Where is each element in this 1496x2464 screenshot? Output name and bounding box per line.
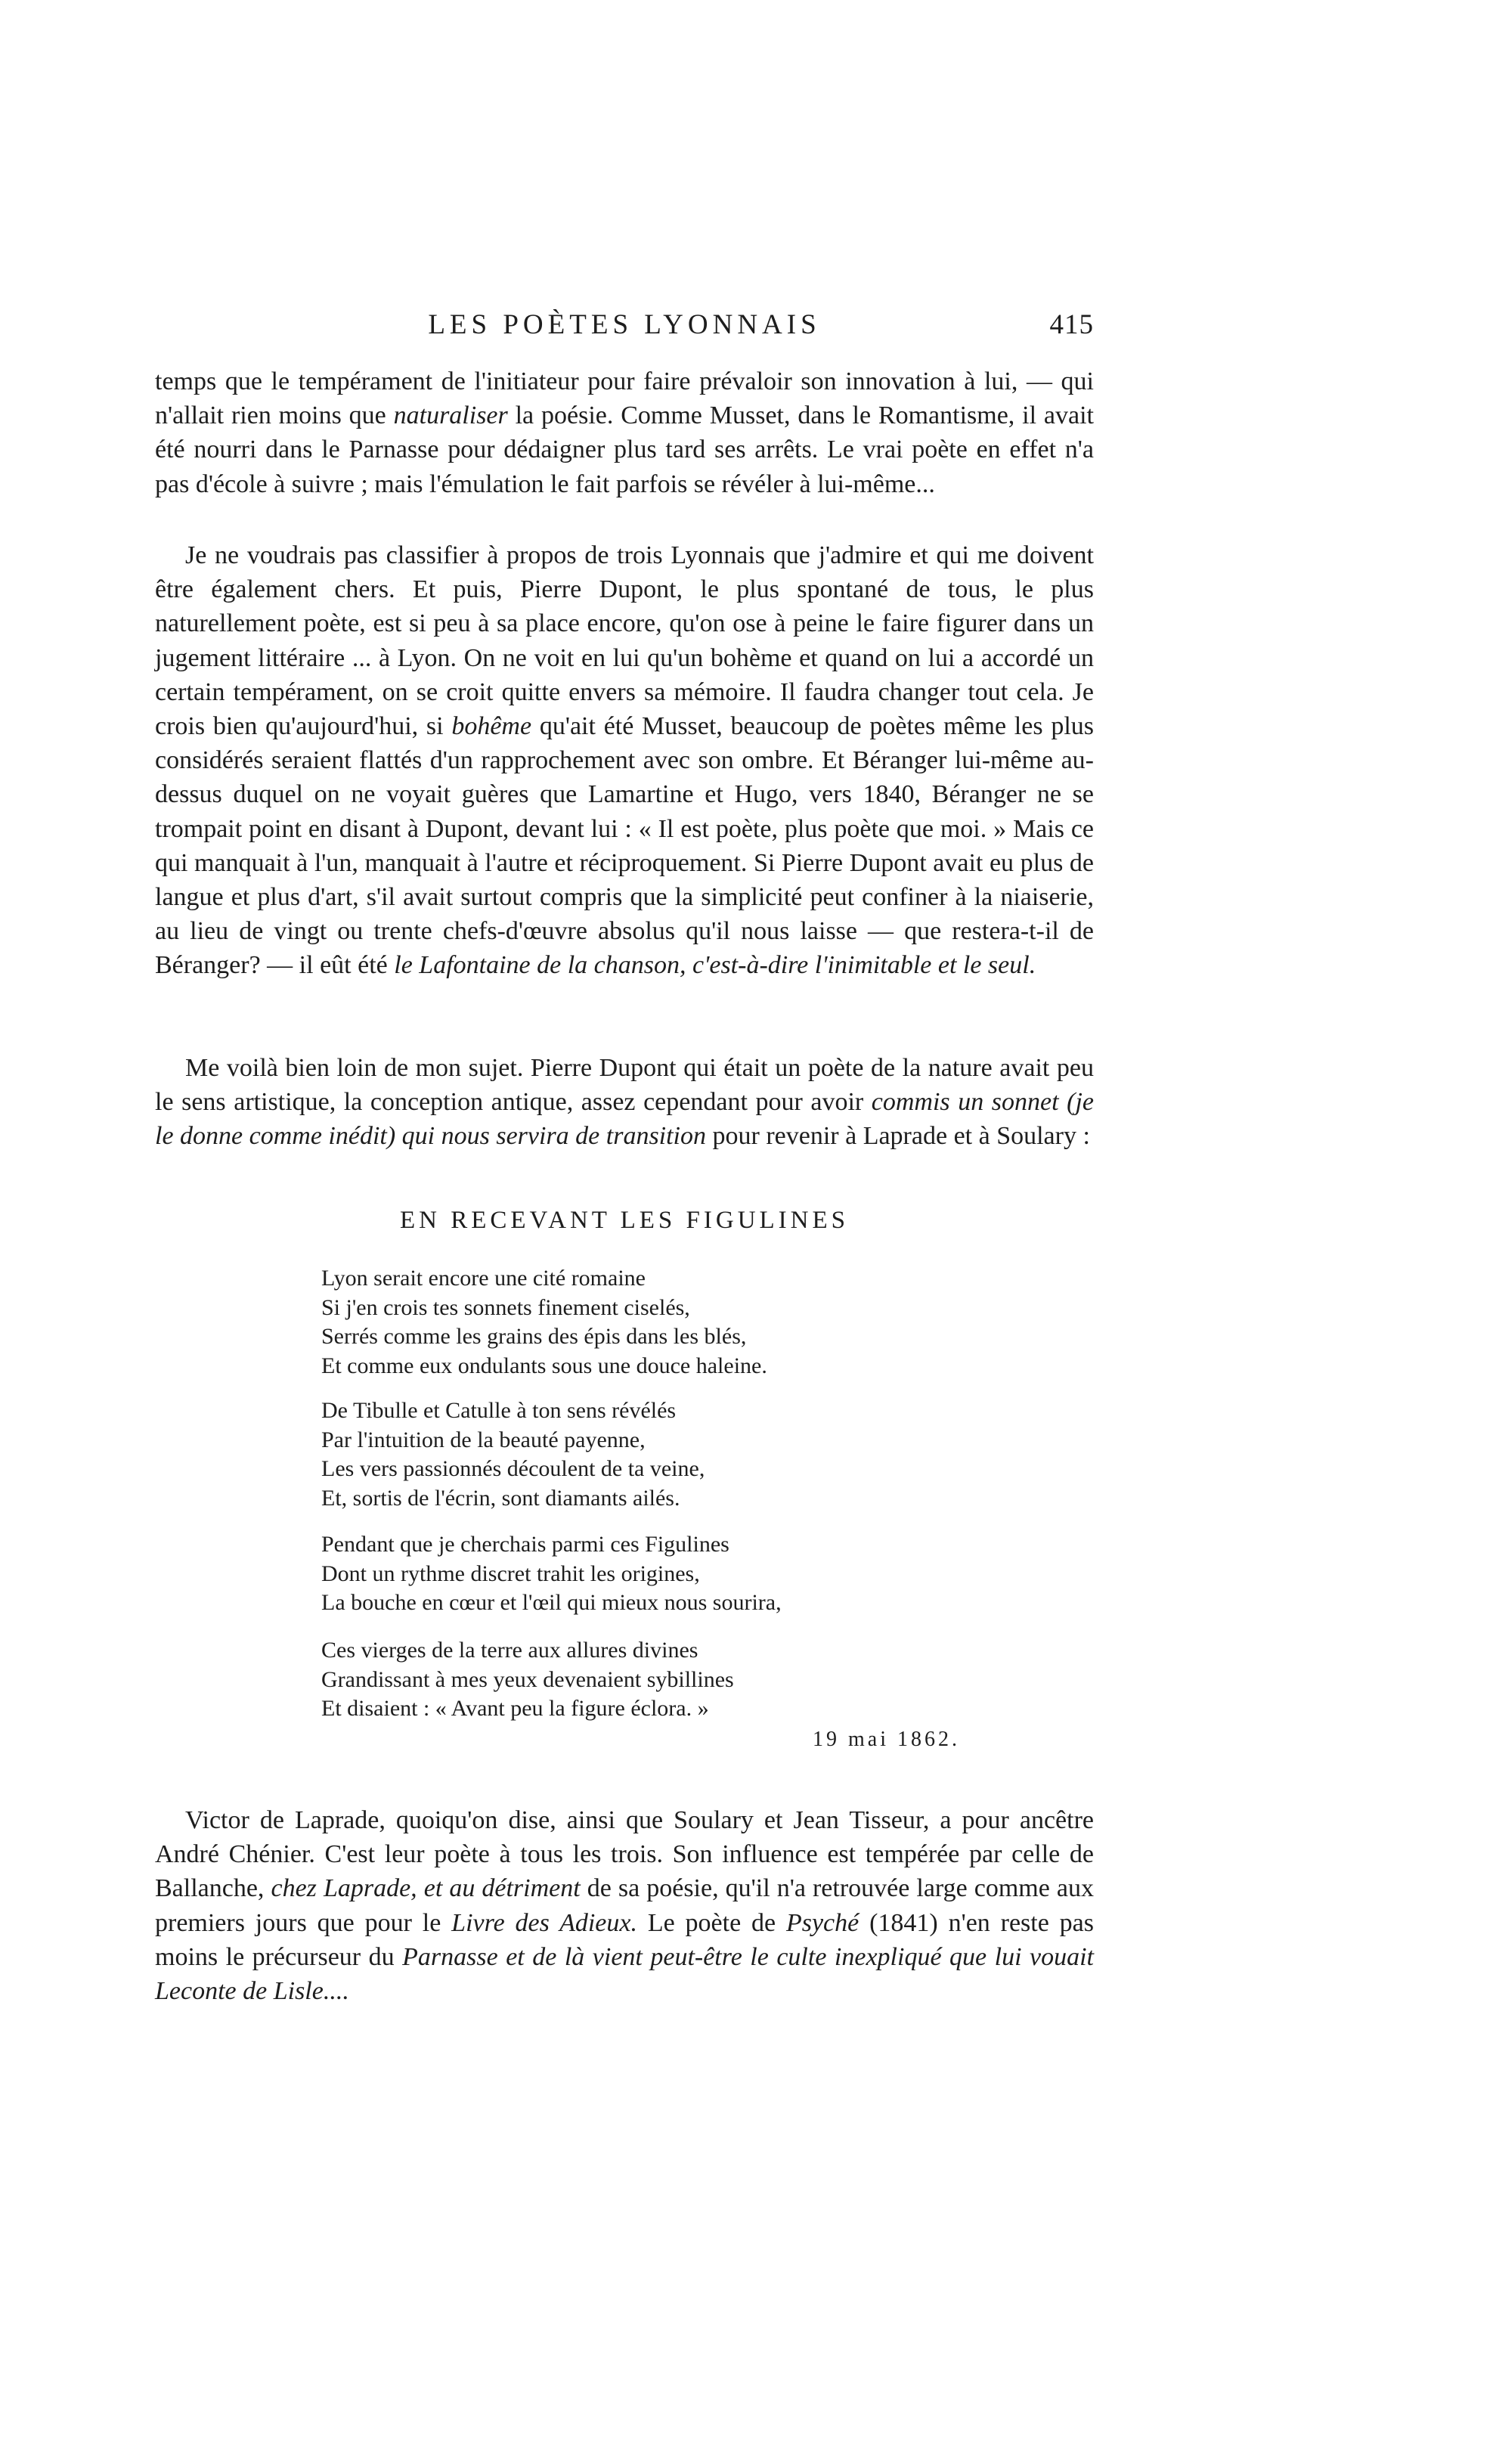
poem-line: Et comme eux ondulants sous une douce haleine. [321,1353,767,1378]
running-title: LES POÈTES LYONNAIS [428,309,821,340]
paragraph-2 [155,538,1094,983]
poem-line: Pendant que je cherchais parmi ces Figulines [321,1532,729,1557]
poem-line: Ces vierges de la terre aux allures divines [321,1638,698,1663]
text-run: Me voilà bien loin de mon sujet. Pierre Dupont qui était un poète de la nature avait peu le sens artistique, la conception antique, assez cependant pour avoir [155,1054,1094,1117]
poem-stanza [321,1530,971,1618]
poem-line: Si j'en crois tes sonnets finement ciselés, [321,1294,690,1320]
poem-date: 19 mai 1862. [813,1728,960,1751]
poem-line: Serrés comme les grains des épis dans les blés, [321,1324,747,1350]
italic-run: le Lafontaine de la chanson, c'est-à-dire l'inimitable et le seul. [394,951,1036,980]
text-run: de sa poésie, qu'il n'a retrouvée large comme aux premiers jours que pour le [155,1874,1094,1937]
paragraph-3 [155,1051,1094,1154]
poem-line: Et, sortis de l'écrin, sont diamants ailés. [321,1485,680,1511]
paragraph-1 [155,364,1094,501]
text-run: Je ne voudrais pas classifier à propos de trois Lyonnais que j'admire et qui me doivent être également chers. Et puis, Pierre Dupont, le plus spontané de tous, le plus naturellement poète, est si peu à sa place encore, qu'on ose à peine le faire figurer dans un jugement littéraire ... à Lyon. On ne voit en lui qu'un bohème et quand on lui a accordé un certain tempérament, on se croit quitte envers sa mémoire. Il faudra changer tout cela. Je crois bien qu'aujourd'hui, si [155,541,1094,741]
text-run: Le poète de [636,1908,786,1937]
italic-run: et de là vient peut-être le culte inexpliqué que lui vouait Leconte de Lisle.... [155,1942,1094,2006]
poem-line: Dont un rythme discret trahit les origines, [321,1561,700,1586]
text-run: pour revenir à Laprade et à Soulary : [706,1122,1090,1151]
italic-run: commis un sonnet (je le donne comme inédit) qui nous servira de transition [155,1088,1094,1151]
italic-run: bohême [451,712,532,741]
poem-line: La bouche en cœur et l'œil qui mieux nous sourira, [321,1590,782,1616]
poem-line: Et disaient : « Avant peu la figure éclora. » [321,1696,709,1722]
paragraph-4 [155,1803,1094,2008]
italic-run: Livre des Adieux. [451,1908,637,1937]
text-run: temps que le tempérament de l'initiateur pour faire prévaloir son innovation à lui, — qui n'allait rien moins que [155,367,1094,430]
poem-title: EN RECEVANT LES FIGULINES [399,1207,850,1234]
text-run: Victor de Laprade, quoiqu'on dise, ainsi que Soulary et Jean Tisseur, a pour ancêtre André Chénier. C'est leur poète à tous les trois. Son influence est tempérée par celle de Ballanche, [155,1806,1094,1903]
text-run: (1841) n'en reste pas moins le précurseur du [155,1908,1094,1971]
text-run: qu'ait été Musset, beaucoup de poètes même les plus considérés seraient flattés d'un rapprochement avec son ombre. Et Béranger lui-même au-dessus duquel on ne voyait guères que Lamartine et Hugo, vers 1840, Béranger ne se trompait point en disant à Dupont, devant lui : « Il est poète, plus poète que moi. » Mais ce qui manquait à l'un, manquait à l'autre et réciproquement. Si Pierre Dupont avait eu plus de langue et plus d'art, s'il avait surtout compris que la simplicité peut confiner à la niaiserie, au lieu de vingt ou trente chefs-d'œuvre absolus qu'il nous laisse — que restera-t-il de Béranger? — il eût été [155,712,1094,980]
poem-line: Par l'intuition de la beauté payenne, [321,1427,646,1452]
italic-run: chez Laprade, et au détriment [271,1874,581,1903]
poem-stanza [321,1396,971,1513]
italic-run: Parnasse [402,1942,498,1971]
poem-line: De Tibulle et Catulle à ton sens révélés [321,1398,677,1423]
text-run [498,1943,506,1971]
poem-line: Les vers passionnés découlent de ta veine, [321,1456,705,1482]
italic-run: naturaliser [393,401,508,430]
poem-stanza [321,1636,971,1724]
poem-line: Grandissant à mes yeux devenaient sybillines [321,1666,734,1692]
running-header [155,308,1094,346]
italic-run: Psyché [785,1908,860,1937]
poem-stanza [321,1264,971,1381]
text-run: la poésie. Comme Musset, dans le Romantisme, il avait été nourri dans le Parnasse pour dédaigner plus tard ses arrêts. Le vrai poète en effet n'a pas d'école à suivre ; mais l'émulation le fait parfois se révéler à lui-même... [155,401,1094,498]
poem-line: Lyon serait encore une cité romaine [321,1266,646,1291]
page-number: 415 [1049,309,1094,340]
